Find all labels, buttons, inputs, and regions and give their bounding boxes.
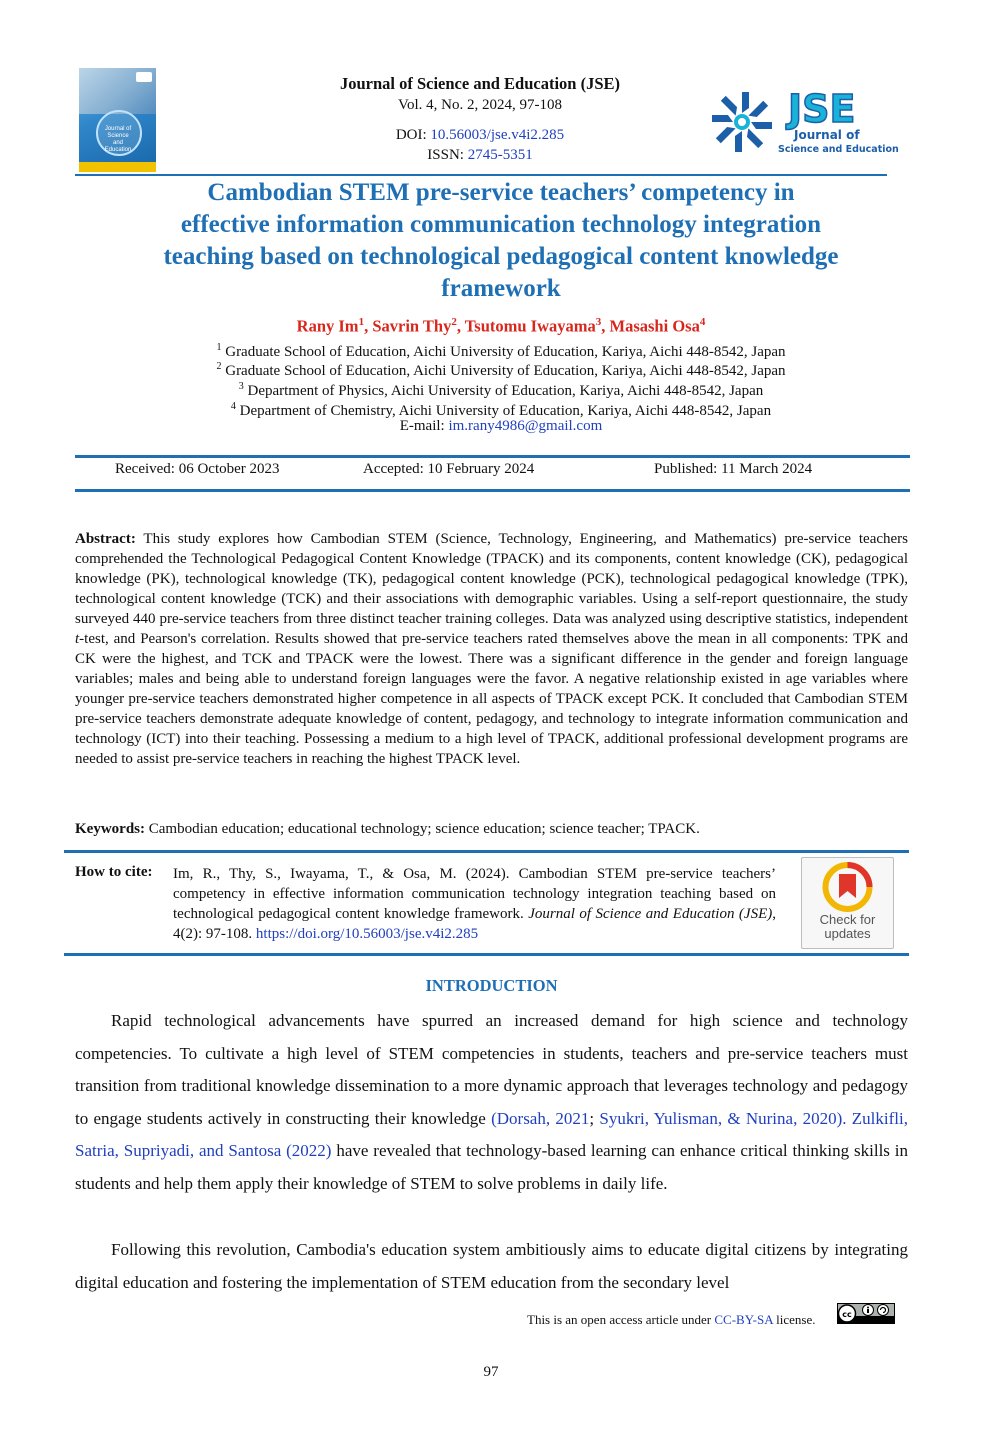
abstract-t-italic: t: [75, 631, 80, 647]
license-link[interactable]: CC-BY-SA: [714, 1312, 773, 1327]
cover-badge: [136, 72, 152, 82]
logo-sub2: Science and Education: [778, 144, 899, 155]
email-link[interactable]: im.rany4986@gmail.com: [448, 418, 603, 434]
citation-link[interactable]: Syukri, Yulisman, & Nurina, 2020). Zulkifli, Satria, Supriyadi, and Santosa (2022): [75, 1108, 908, 1160]
abstract-text-cont: -test, and Pearson's correlation. Results showed that pre-service teachers rated themselves above the mean in all components: TPK and CK were the highest, and TCK and TPACK were the lowest. There was a significant difference in the gender and foreign language variables; males and being able to understand foreign languages were the favor. A negative relationship existed in age variables where younger pre-service teachers demonstrated higher competence in all aspects of TPACK except PCK. It concluded that Cambodian STEM pre-service teachers demonstrate adequate knowledge of content, pedagogy, and technology to integrate information communication and technology (ICT) into their teaching. Possessing a medium to a high level of TPACK, additional professional development programs are needed to assist pre-service teachers in reaching the highest TPACK level.: [75, 631, 908, 767]
author-list: [90, 316, 912, 337]
affiliation-sup: 1: [216, 342, 222, 353]
title-line: framework: [441, 275, 561, 302]
author-name: Savrin Thy: [372, 316, 452, 336]
abstract-text: This study explores how Cambodian STEM (Science, Technology, Engineering, and Mathematics) pre-service teachers comprehended the Technological Pedagogical Content Knowledge (TPACK) and its components, content knowledge (CK), pedagogical knowledge (PK), technological knowledge (TK), pedagogical content knowledge (PCK), technological pedagogical knowledge (TPK), technological content knowledge (TCK) and their associations with demographic variables. Using a self-report questionnaire, the study surveyed 440 pre-service teachers from three distinct teacher training colleges. Data was analyzed using descriptive statistics, independent: [75, 531, 908, 627]
dates-bottom-rule: [75, 489, 910, 492]
doi-label: DOI:: [395, 127, 431, 143]
citation-sep: ;: [589, 1108, 600, 1128]
license-text: This is an open access article under: [527, 1312, 715, 1327]
journal-doi: [160, 125, 800, 146]
jse-logo-graphic: [708, 82, 899, 160]
check-line2: updates: [824, 926, 871, 941]
received-date: Received: 06 October 2023: [115, 461, 280, 477]
cite-top-rule: [64, 850, 909, 853]
cite-volume: , 4(2): 97-108.: [173, 906, 776, 942]
affiliation-sup: 2: [216, 361, 222, 372]
affiliation-text: Department of Physics, Aichi University of Education, Kariya, Aichi 448-8542, Japan: [243, 383, 764, 399]
journal-volume: Vol. 4, No. 2, 2024, 97-108: [398, 97, 562, 113]
author-sup: 3: [595, 316, 602, 328]
cite-doi-link[interactable]: https://doi.org/10.56003/jse.v4i2.285: [255, 926, 479, 942]
issn-link[interactable]: 2745-5351: [467, 147, 533, 163]
abstract: [75, 529, 908, 769]
journal-issn: [160, 145, 800, 166]
affiliation-sup: 3: [238, 381, 244, 392]
intro-text: Rapid technological advancements have spurred an increased demand for high science and technology competencies. To cultivate a high level of STEM competencies in students, teachers and pre-service teachers must transition from traditional knowledge dissemination to a more dynamic approach that leverages technology and pedagogy to engage students actively in constructing their knowledge: [75, 1011, 908, 1128]
author-name: Masashi Osa: [609, 316, 700, 336]
page-number: 97: [483, 1364, 499, 1380]
section-heading: INTRODUCTION: [425, 976, 558, 995]
cite-bottom-rule: [64, 953, 909, 956]
affiliation-text: Graduate School of Education, Aichi University of Education, Kariya, Aichi 448-8542, Japan: [221, 363, 786, 379]
email-label: E-mail:: [399, 418, 449, 434]
title-line: effective information communication technology integration: [180, 211, 822, 238]
svg-text:cc: cc: [842, 1310, 852, 1319]
crossmark-icon: [802, 858, 893, 912]
author-separator: ,: [601, 316, 610, 336]
author-sup: 2: [451, 316, 457, 328]
affiliation-sup: 4: [230, 401, 236, 412]
author-name: Tsutomu Iwayama: [464, 316, 596, 336]
cover-title: Journal of Science and Education: [104, 126, 132, 153]
keywords-text: Cambodian education; educational technology; science education; science teacher; TPACK.: [145, 821, 700, 837]
author-name: Rany Im: [296, 316, 359, 336]
title-line: Cambodian STEM pre-service teachers’ competency in: [207, 179, 795, 206]
cover-footer-band: [79, 162, 156, 172]
license-note: [527, 1312, 815, 1328]
check-line1: Check for: [819, 912, 876, 927]
doi-link[interactable]: 10.56003/jse.v4i2.285: [430, 127, 565, 143]
check-for-updates-button[interactable]: [801, 857, 894, 949]
published-date: Published: 11 March 2024: [654, 461, 813, 477]
logo-text: JSE: [788, 87, 856, 131]
intro-paragraph-2: Following this revolution, Cambodia's education system ambitiously aims to educate digital citizens by integrating digital education and fostering the implementation of STEM education from the secondary level: [75, 1240, 908, 1292]
logo-sub1: Journal of: [794, 128, 860, 142]
journal-cover-image: [79, 68, 156, 172]
cite-body: Im, R., Thy, S., Iwayama, T., & Osa, M. (2024). Cambodian STEM pre-service teachers’ competency in effective information communication technology integration teaching based on technological pedagogical content knowledge framework.: [173, 866, 776, 922]
author-sup: 4: [699, 316, 706, 328]
issn-label: ISSN:: [427, 147, 468, 163]
affiliation-text: Graduate School of Education, Aichi University of Education, Kariya, Aichi 448-8542, Japan: [221, 344, 786, 360]
keywords-label: Keywords:: [75, 821, 145, 837]
paper-title: [90, 177, 912, 305]
cc-by-sa-badge[interactable]: [837, 1303, 895, 1324]
citation-link[interactable]: (Dorsah, 2021: [491, 1108, 590, 1128]
title-line: teaching based on technological pedagogical content knowledge: [163, 243, 839, 270]
jse-logo: [708, 82, 899, 160]
abstract-label: Abstract:: [75, 531, 136, 547]
journal-name: Journal of Science and Education (JSE): [339, 74, 621, 93]
dates-top-rule: [75, 455, 910, 458]
cite-text: [173, 864, 776, 944]
keywords: [75, 819, 908, 839]
author-separator: ,: [364, 316, 373, 336]
author-separator: ,: [456, 316, 465, 336]
author-sup: 1: [358, 316, 365, 328]
accepted-date: Accepted: 10 February 2024: [363, 461, 535, 477]
license-text-end: license.: [772, 1312, 816, 1327]
intro-text: have revealed that technology-based learning can enhance critical thinking skills in students and help them apply their knowledge of STEM to solve problems in daily life.: [75, 1141, 909, 1193]
cite-label: How to cite:: [75, 864, 153, 880]
header-divider: [75, 174, 887, 176]
intro-paragraph-1: [75, 1005, 908, 1200]
cc-license-icon: [837, 1303, 895, 1324]
affiliation-text: Department of Chemistry, Aichi University of Education, Kariya, Aichi 448-8542, Japan: [235, 403, 772, 419]
email-line: [90, 417, 912, 436]
cite-journal: Journal of Science and Education (JSE): [528, 906, 773, 922]
